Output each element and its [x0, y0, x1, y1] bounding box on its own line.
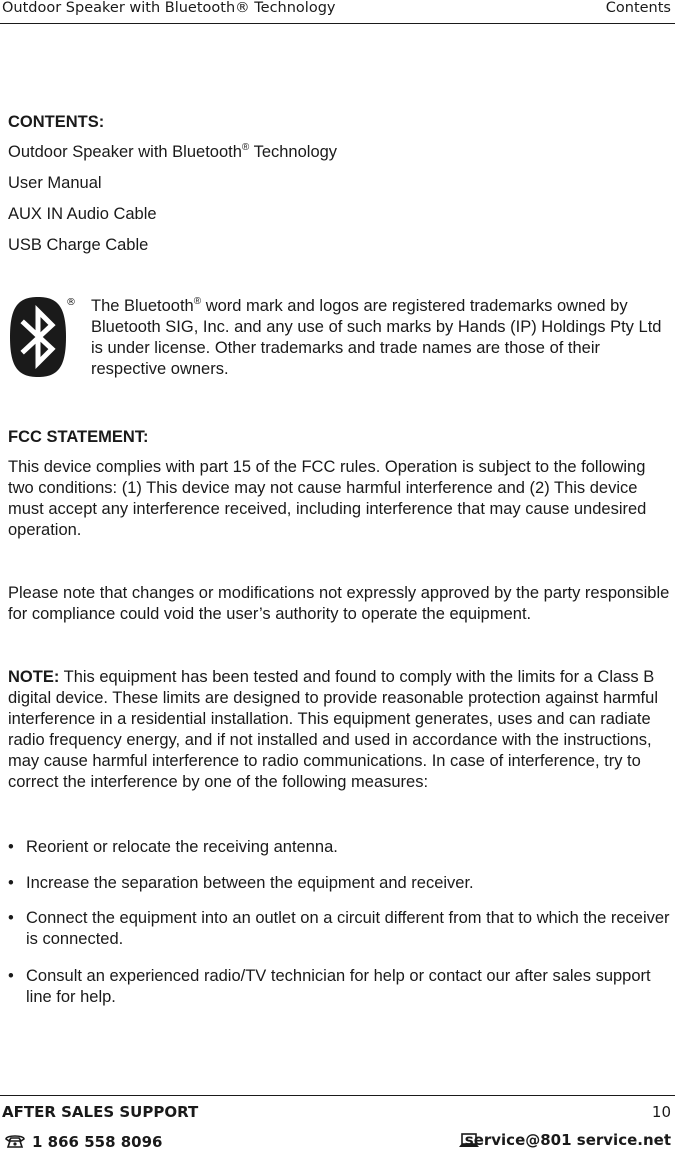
contents-item-speaker-post: Technology	[249, 143, 338, 161]
phone-icon	[4, 1133, 26, 1149]
after-sales-label: AFTER SALES SUPPORT	[2, 1103, 199, 1121]
contents-item-speaker-pre: Outdoor Speaker with Bluetooth	[8, 143, 242, 161]
registered-mark: ®	[241, 141, 250, 153]
bluetooth-text-post: word mark and logos are registered trademarks owned by Bluetooth SIG, Inc. and any use of such marks by Hands (IP) Holdings Pty Ltd is under license. Other trademarks and trade names are those of their respective owners.	[91, 297, 662, 378]
footer-divider	[0, 1095, 675, 1096]
note-label: NOTE:	[8, 668, 60, 686]
contents-item-usb-cable: USB Charge Cable	[8, 236, 149, 254]
bullet-mark: •	[8, 874, 14, 892]
fcc-note	[8, 667, 672, 793]
bullet-mark: •	[8, 838, 14, 856]
bullet-mark: •	[8, 909, 14, 927]
bullet-text: Consult an experienced radio/TV technician for help or contact our after sales support line for help.	[26, 967, 651, 1006]
contents-item-manual: User Manual	[8, 174, 102, 192]
support-email: service@801 service.net	[464, 1131, 671, 1149]
registered-mark: ®	[193, 295, 202, 307]
fcc-paragraph-modifications: Please note that changes or modifications not expressly approved by the party responsible for compliance could void the user’s authority to operate the equipment.	[8, 584, 670, 623]
contents-item-speaker	[8, 143, 337, 162]
support-phone: 1 866 558 8096	[32, 1133, 163, 1151]
bullet-text: Increase the separation between the equipment and receiver.	[26, 874, 474, 892]
note-text: This equipment has been tested and found to comply with the limits for a Class B digital device. These limits are designed to provide reasonable protection against harmful interference in a residential installation. This equipment generates, uses and can radiate radio frequency energy, and if not installed and used in accordance with the instructions, may cause harmful interference to radio communications. In case of interference, try to correct the interference by one of the following measures:	[8, 668, 658, 791]
bullet-mark: •	[8, 967, 14, 985]
bluetooth-text-pre: The Bluetooth	[91, 297, 194, 315]
fcc-paragraph-conditions: This device complies with part 15 of the FCC rules. Operation is subject to the following two conditions: (1) This device may not cause harmful interference and (2) This device must accept any interference received, including interference that may cause undesired operation.	[8, 458, 647, 539]
header-title: Outdoor Speaker with Bluetooth® Technology	[2, 0, 336, 16]
fcc-heading: FCC STATEMENT:	[8, 428, 149, 446]
bluetooth-logo-icon	[8, 293, 76, 381]
bluetooth-trademark-notice	[91, 296, 675, 380]
contents-item-aux-cable: AUX IN Audio Cable	[8, 205, 157, 223]
page-number: 10	[651, 1103, 671, 1121]
contents-heading: CONTENTS:	[8, 113, 105, 131]
header-section: Contents	[605, 0, 671, 16]
logo-registered-mark: ®	[66, 297, 76, 308]
bullet-text: Connect the equipment into an outlet on a circuit different from that to which the receiver is connected.	[26, 909, 670, 948]
bullet-text: Reorient or relocate the receiving antenna.	[26, 838, 338, 856]
page-header	[0, 0, 675, 24]
